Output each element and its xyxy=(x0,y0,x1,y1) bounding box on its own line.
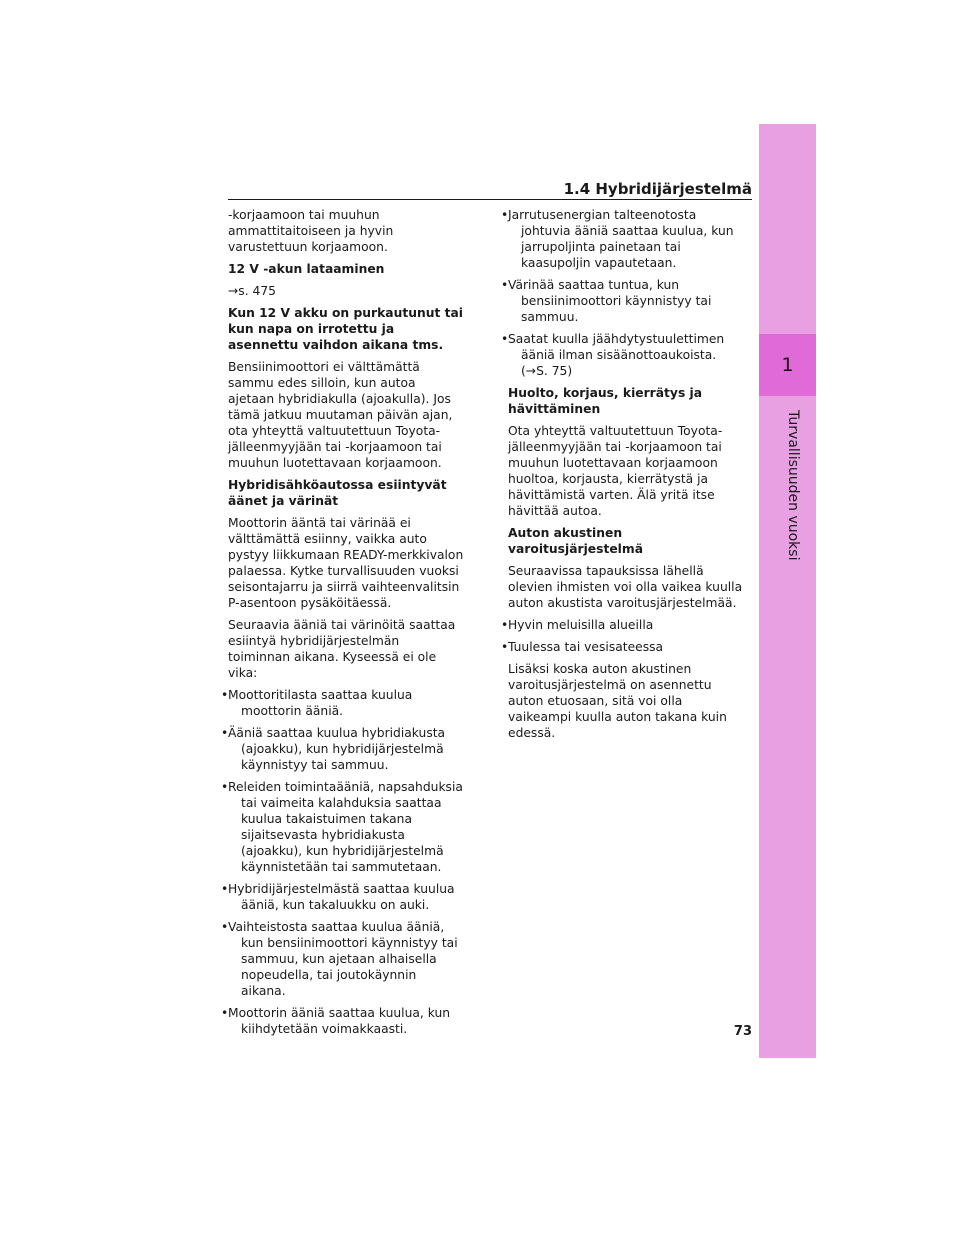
subheading: 12 V -akun lataaminen xyxy=(228,262,385,276)
bullet-list xyxy=(228,687,464,1037)
subheading: Hybridisähköautossa esiintyvät äänet ja värinät xyxy=(228,478,447,508)
bullet-item: • Releiden toimintaääniä, napsahduksia tai vaimeita kalahduksia saattaa kuulua takaistuimen takana sijaitsevasta hybridiakusta (ajoakku), kun hybridijärjestelmä käynnistetään tai sammutetaan. xyxy=(228,779,464,875)
paragraph: Seuraavissa tapauksissa lähellä olevien ihmisten voi olla vaikea kuulla auton akustista varoitusjärjestelmää. xyxy=(508,564,743,610)
bullet-item: • Moottorin ääniä saattaa kuulua, kun kiihdytetään voimakkaasti. xyxy=(228,1005,464,1037)
bullet-item: • Hyvin meluisilla alueilla xyxy=(508,617,744,633)
bullet-item: • Moottoritilasta saattaa kuulua moottorin ääniä. xyxy=(228,687,464,719)
bullet-list xyxy=(508,207,744,379)
chapter-title-vertical: Turvallisuuden vuoksi xyxy=(785,410,801,561)
paragraph: Moottorin ääntä tai värinää ei välttämättä esiinny, vaikka auto pystyy liikkumaan READY-merkkivalon palaessa. Kytke turvallisuuden vuoksi seisontajarru ja siirrä vaihteenvalitsin P-asentoon pysäköitäessä. xyxy=(228,516,464,610)
paragraph: -korjaamoon tai muuhun ammattitaitoiseen ja hyvin varustettuun korjaamoon. xyxy=(228,208,394,254)
header-divider xyxy=(228,199,752,200)
bullet-item: • Tuulessa tai vesisateessa xyxy=(508,639,744,655)
subheading: Kun 12 V akku on purkautunut tai kun napa on irrotettu ja asennettu vaihdon aikana tms. xyxy=(228,306,464,352)
left-text-column xyxy=(228,207,464,1043)
chapter-side-tab xyxy=(759,124,816,1058)
bullet-item: • Jarrutusenergian talteenotosta johtuvia ääniä saattaa kuulua, kun jarrupoljinta painetaan tai kaasupoljin vapautetaan. xyxy=(508,207,744,271)
subheading: Huolto, korjaus, kierrätys ja hävittäminen xyxy=(508,386,703,416)
section-header-title: 1.4 Hybridijärjestelmä xyxy=(563,180,752,198)
subheading: Auton akustinen varoitusjärjestelmä xyxy=(508,526,643,556)
right-text-column xyxy=(508,207,744,747)
bullet-item: • Ääniä saattaa kuulua hybridiakusta (ajoakku), kun hybridijärjestelmä käynnistyy tai sammuu. xyxy=(228,725,464,773)
paragraph: Seuraavia ääniä tai värinöitä saattaa esiintyä hybridijärjestelmän toiminnan aikana. Kyseessä ei ole vika: xyxy=(228,618,456,680)
bullet-list xyxy=(508,617,744,655)
paragraph: Lisäksi koska auton akustinen varoitusjärjestelmä on asennettu auton etuosaan, sitä voi olla vaikeampi kuulla auton takana kuin edessä. xyxy=(508,662,727,740)
paragraph: Ota yhteyttä valtuutettuun Toyota-jälleenmyyjään tai -korjaamoon tai muuhun luotettavaan korjaamoon huoltoa, korjausta, kierrätystä ja hävittämistä varten. Älä yritä itse hävittää autoa. xyxy=(508,424,723,518)
page-number: 73 xyxy=(733,1024,752,1039)
bullet-item: • Saatat kuulla jäähdytystuulettimen ääniä ilman sisäänottoaukoista. (→S. 75) xyxy=(508,331,744,379)
chapter-number-badge: 1 xyxy=(759,334,816,396)
bullet-item: • Hybridijärjestelmästä saattaa kuulua ääniä, kun takaluukku on auki. xyxy=(228,881,464,913)
paragraph: Bensiinimoottori ei välttämättä sammu edes silloin, kun autoa ajetaan hybridiakulla (ajoakulla). Jos tämä jatkuu muutaman päivän ajan, ota yhteyttä valtuutettuun Toyota-jälleenmyyjään tai -korjaamoon tai muuhun luotettavaan korjaamoon. xyxy=(228,360,453,470)
bullet-item: • Vaihteistosta saattaa kuulua ääniä, kun bensiinimoottori käynnistyy tai sammuu, kun ajetaan alhaisella nopeudella, tai joutokäynnin aikana. xyxy=(228,919,464,999)
bullet-item: • Värinää saattaa tuntua, kun bensiinimoottori käynnistyy tai sammuu. xyxy=(508,277,744,325)
paragraph: →s. 475 xyxy=(228,284,276,298)
